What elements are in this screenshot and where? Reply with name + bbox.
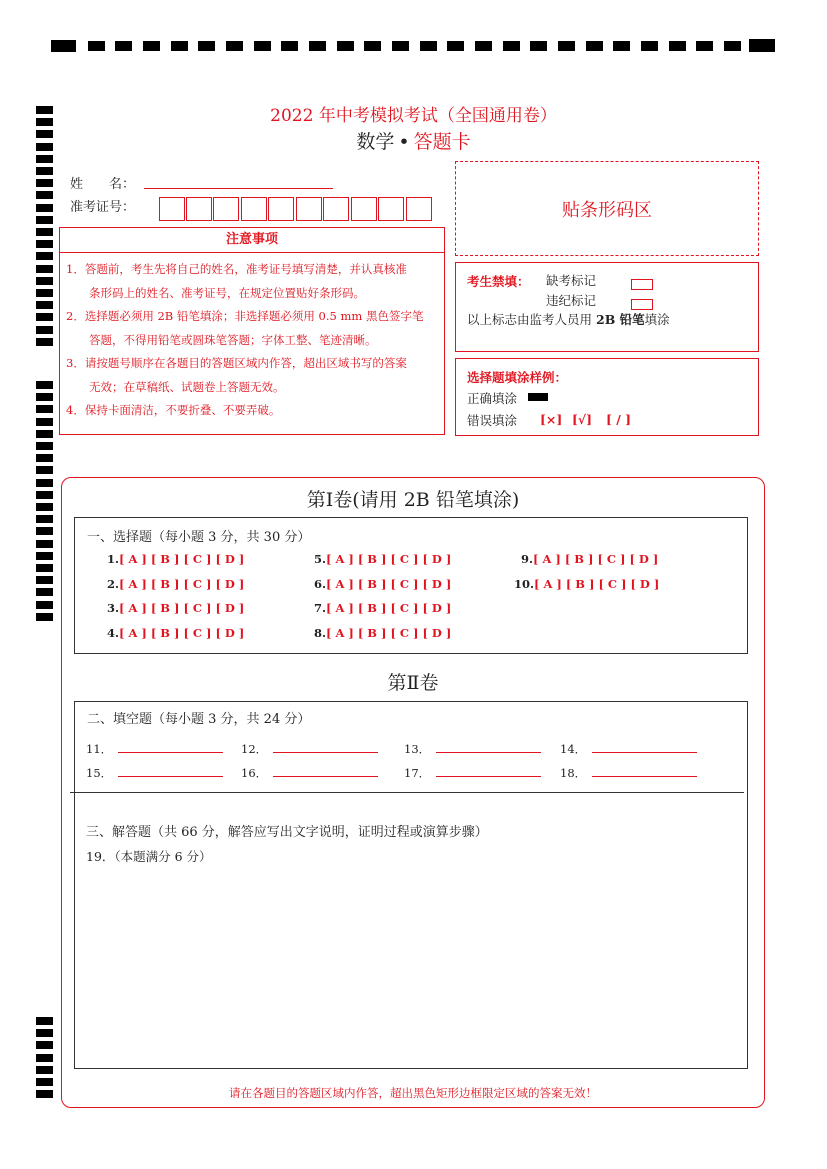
notice-item: 1．答题前，考生先将自己的姓名，准考证号填写清楚，并认真核准: [66, 262, 407, 276]
fill-question-number: 15．: [86, 766, 113, 780]
fill-answer-line[interactable]: [118, 742, 223, 753]
fill-blank-item[interactable]: [404, 765, 541, 781]
notice-list: [60, 253, 444, 423]
question-number: 6.: [314, 577, 327, 591]
name-field[interactable]: [144, 188, 333, 189]
wrong-fill-label: 错误填涂: [467, 413, 518, 428]
fill-question-number: 14．: [560, 742, 587, 756]
answer-options[interactable]: [ A ] [ B ] [ C ] [ D ]: [534, 577, 660, 591]
choice-section-title: 一、选择题（每小题 3 分，共 30 分）: [87, 530, 311, 545]
timing-mark: [36, 515, 53, 523]
correct-fill-sample: [528, 393, 548, 401]
question-number: 3.: [107, 601, 120, 615]
answer-options[interactable]: [ A ] [ B ] [ C ] [ D ]: [533, 552, 659, 566]
timing-mark: [36, 1090, 53, 1098]
fill-answer-line[interactable]: [592, 742, 697, 753]
timing-mark: [36, 381, 53, 389]
answer-options[interactable]: [ A ] [ B ] [ C ] [ D ]: [326, 601, 452, 615]
fill-answer-line[interactable]: [436, 742, 541, 753]
question-number: 2.: [107, 577, 120, 591]
timing-mark: [36, 454, 53, 462]
timing-mark: [36, 277, 53, 285]
id-digit-box[interactable]: [296, 197, 322, 221]
notice-box: [59, 227, 445, 435]
notice-item: 答题，不得用铅笔或圆珠笔答题；字体工整、笔迹清晰。: [66, 332, 377, 347]
violation-label: 违纪标记: [546, 293, 597, 308]
choice-question[interactable]: [107, 626, 244, 640]
fill-blank-item[interactable]: [86, 741, 223, 757]
question-number: 9.: [521, 552, 534, 566]
choice-question[interactable]: [107, 577, 244, 591]
answer-options[interactable]: [ A ] [ B ] [ C ] [ D ]: [326, 626, 452, 640]
fill-question-number: 11．: [86, 742, 113, 756]
timing-mark: [36, 613, 53, 621]
timing-mark: [36, 326, 53, 334]
timing-mark: [36, 240, 53, 248]
part2-title: 第Ⅱ卷: [387, 672, 439, 694]
fill-blank-item[interactable]: [560, 765, 697, 781]
answer-options[interactable]: [ A ] [ B ] [ C ] [ D ]: [119, 601, 245, 615]
fill-section-title: 二、填空题（每小题 3 分，共 24 分）: [87, 712, 311, 727]
subtitle-dot: •: [398, 131, 410, 153]
timing-mark: [36, 405, 53, 413]
timing-mark: [36, 564, 53, 572]
timing-mark: [36, 1054, 53, 1062]
wrong-mark-slash: [ / ]: [606, 412, 632, 427]
absent-label: 缺考标记: [546, 273, 597, 288]
fill-answer-line[interactable]: [118, 766, 223, 777]
question-19-answer-area[interactable]: [86, 868, 736, 1063]
id-digit-box[interactable]: [268, 197, 294, 221]
timing-mark: [36, 1066, 53, 1074]
id-digit-box[interactable]: [213, 197, 239, 221]
choice-question[interactable]: [314, 601, 451, 615]
id-label: 准考证号：: [70, 200, 136, 215]
answer-options[interactable]: [ A ] [ B ] [ C ] [ D ]: [119, 552, 245, 566]
id-digit-box[interactable]: [323, 197, 349, 221]
id-digit-box[interactable]: [378, 197, 404, 221]
timing-mark: [36, 338, 53, 346]
absent-mark-box[interactable]: [631, 274, 653, 293]
timing-mark: [36, 265, 53, 273]
id-digit-box[interactable]: [406, 197, 432, 221]
timing-mark: [36, 1029, 53, 1037]
id-digit-box[interactable]: [241, 197, 267, 221]
timing-mark: [36, 588, 53, 596]
timing-mark: [36, 1017, 53, 1025]
question-19-label: 19．（本题满分 6 分）: [86, 849, 212, 864]
barcode-area: 贴条形码区: [455, 161, 759, 256]
sample-box: [455, 358, 759, 436]
timing-mark: [36, 191, 53, 199]
timing-mark: [36, 1041, 53, 1049]
fill-question-number: 16．: [241, 766, 268, 780]
timing-mark: [36, 228, 53, 236]
timing-mark: [36, 252, 53, 260]
notice-title: 注意事项: [60, 228, 444, 253]
fill-question-number: 12．: [241, 742, 268, 756]
timing-mark: [36, 155, 53, 163]
timing-mark: [36, 466, 53, 474]
subject-name: 数学: [356, 131, 395, 153]
timing-mark: [36, 430, 53, 438]
timing-mark: [36, 167, 53, 175]
notice-item: 无效；在草稿纸、试题卷上答题无效。: [66, 379, 285, 394]
sample-title: 选择题填涂样例：: [467, 370, 568, 385]
fill-answer-line[interactable]: [273, 742, 378, 753]
timing-mark: [36, 491, 53, 499]
timing-mark: [36, 301, 53, 309]
timing-mark: [36, 313, 53, 321]
timing-mark: [36, 179, 53, 187]
choice-question[interactable]: [314, 552, 451, 566]
footer-warning: 请在各题目的答题区域内作答，超出黑色矩形边框限定区域的答案无效！: [229, 1086, 597, 1100]
timing-mark: [36, 289, 53, 297]
fill-blank-item[interactable]: [404, 741, 541, 757]
choice-question[interactable]: [107, 601, 244, 615]
question-number: 7.: [314, 601, 327, 615]
question-number: 5.: [314, 552, 327, 566]
forbid-note: 以上标志由监考人员用 2B 铅笔填涂: [467, 312, 670, 327]
question-number: 8.: [314, 626, 327, 640]
fill-blank-item[interactable]: [241, 765, 378, 781]
part1-title: 第Ⅰ卷(请用 2B 铅笔填涂): [306, 489, 520, 511]
question-number: 10.: [514, 577, 535, 591]
timing-mark: [36, 601, 53, 609]
exam-title: 2022 年中考模拟考试（全国通用卷）: [270, 106, 557, 126]
notice-item: 2．选择题必须用 2B 铅笔填涂；非选择题必须用 0.5 mm 黑色签字笔: [66, 309, 424, 323]
timing-mark: [36, 442, 53, 450]
wrong-mark-cross: [×]: [540, 412, 563, 427]
answer-card-label: 答题卡: [413, 131, 471, 153]
answer-options[interactable]: [ A ] [ B ] [ C ] [ D ]: [119, 626, 245, 640]
id-digit-box[interactable]: [351, 197, 377, 221]
fill-question-number: 18．: [560, 766, 587, 780]
forbid-box: [455, 262, 759, 352]
timing-mark: [36, 552, 53, 560]
fill-blank-item[interactable]: [241, 741, 378, 757]
answer-options[interactable]: [ A ] [ B ] [ C ] [ D ]: [326, 577, 452, 591]
wrong-mark-check: [√]: [572, 412, 593, 427]
question-number: 1.: [107, 552, 120, 566]
fill-answer-line[interactable]: [436, 766, 541, 777]
timing-mark: [36, 576, 53, 584]
card-subtitle: [0, 127, 827, 154]
timing-mark: [36, 527, 53, 535]
choice-question[interactable]: [314, 626, 451, 640]
timing-mark: [36, 1078, 53, 1086]
choice-question[interactable]: [314, 577, 451, 591]
timing-mark: [36, 540, 53, 548]
timing-mark: [36, 479, 53, 487]
name-label: 姓 名：: [70, 177, 136, 192]
correct-fill-label: 正确填涂: [467, 391, 518, 406]
fill-question-number: 13．: [404, 742, 431, 756]
fill-answer-line[interactable]: [592, 766, 697, 777]
section-divider: [70, 792, 744, 793]
notice-item: 3．请按题号顺序在各题目的答题区域内作答，超出区域书写的答案: [66, 356, 407, 370]
id-digit-box[interactable]: [159, 197, 185, 221]
choice-question[interactable]: [514, 577, 659, 591]
notice-item: 条形码上的姓名、准考证号，在规定位置贴好条形码。: [66, 285, 365, 300]
fill-blank-item[interactable]: [560, 741, 697, 757]
timing-mark: [36, 216, 53, 224]
question-number: 4.: [107, 626, 120, 640]
notice-item: 4．保持卡面清洁，不要折叠、不要弄破。: [66, 403, 281, 417]
timing-mark: [36, 503, 53, 511]
id-digit-box[interactable]: [186, 197, 212, 221]
answer-options[interactable]: [ A ] [ B ] [ C ] [ D ]: [326, 552, 452, 566]
answer-options[interactable]: [ A ] [ B ] [ C ] [ D ]: [119, 577, 245, 591]
fill-answer-line[interactable]: [273, 766, 378, 777]
fill-question-number: 17．: [404, 766, 431, 780]
timing-mark: [36, 393, 53, 401]
timing-mark: [36, 418, 53, 426]
choice-question[interactable]: [107, 552, 244, 566]
fill-blank-item[interactable]: [86, 765, 223, 781]
timing-mark: [36, 204, 53, 212]
forbid-title: 考生禁填：: [467, 274, 530, 289]
solve-section-title: 三、解答题（共 66 分，解答应写出文字说明，证明过程或演算步骤）: [86, 825, 488, 840]
choice-question[interactable]: [521, 552, 658, 566]
